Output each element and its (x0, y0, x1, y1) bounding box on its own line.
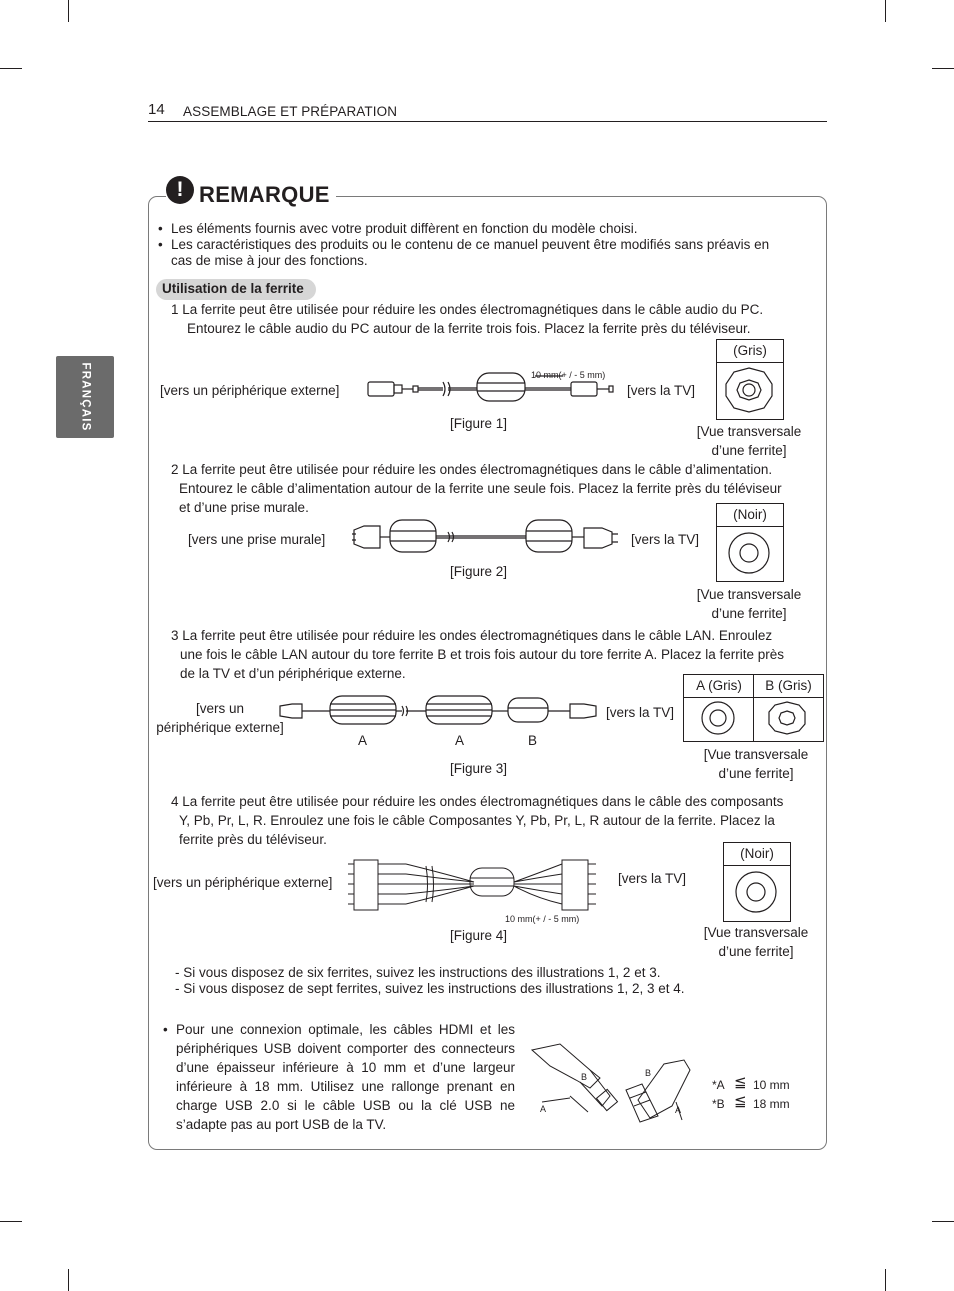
fig3-right-label: [vers la TV] (606, 705, 675, 720)
ferrite-note-2: - Si vous disposez de sept ferrites, suivez les instructions des illustrations 1, 2, 3 et 4. (175, 981, 685, 996)
fig3-left-label-2: périphérique externe] (156, 720, 284, 735)
step4-line2: Y, Pb, Pr, L, R. Enroulez une fois le câble Composantes Y, Pb, Pr, L, R autour de la ferrite. Placez la (179, 813, 775, 828)
crop-mark (0, 68, 22, 69)
spec-b-value: 18 mm (753, 1097, 790, 1111)
fig1-cross-caption-2: d’une ferrite] (711, 443, 787, 458)
fig4-cross-label: (Noir) (723, 842, 791, 866)
note-bullet-2: Les caractéristiques des produits ou le contenu de ce manuel peuvent être modifiés sans préavis en (171, 237, 770, 252)
fig3-marker-a2: A (455, 733, 465, 748)
fig3-marker-b: B (528, 733, 538, 748)
step1-line2: Entourez le câble audio du PC autour de la ferrite trois fois. Placez la ferrite près du téléviseur. (187, 321, 751, 336)
fig1-right-label: [vers la TV] (627, 383, 696, 398)
fig1-left-label: [vers un périphérique externe] (160, 383, 340, 398)
hdmi-label-b: B (581, 1072, 588, 1082)
ferrite-note-1: - Si vous disposez de six ferrites, suivez les instructions des illustrations 1, 2 et 3. (175, 965, 661, 980)
fig2-ferrite-cross-section (716, 526, 782, 580)
fig4-cross-caption-1: [Vue transversale (703, 925, 809, 940)
spec-a-symbol: ≦ (734, 1074, 747, 1091)
note-bullet-2-cont: cas de mise à jour des fonctions. (171, 253, 368, 268)
usb-label-a: A (675, 1105, 682, 1115)
exclamation-icon: ! (166, 176, 194, 204)
fig4-cross-caption-2: d’une ferrite] (718, 944, 794, 959)
fig3-caption: [Figure 3] (450, 761, 508, 776)
fig4-dimension: 10 mm(+ / - 5 mm) (505, 914, 580, 924)
usb-label-b: B (645, 1068, 652, 1078)
step2-line3: et d’une prise murale. (179, 500, 309, 515)
fig3-cross-caption-1: [Vue transversale (703, 747, 809, 762)
step4-line1: 4 La ferrite peut être utilisée pour réduire les ondes électromagnétiques dans le câble des composants (171, 794, 784, 809)
note-bullet-1: Les éléments fournis avec votre produit diffèrent en fonction du modèle choisi. (171, 221, 638, 236)
crop-mark (68, 1269, 69, 1291)
header-rule (148, 121, 827, 122)
crop-mark (0, 1221, 22, 1222)
crop-mark (932, 68, 954, 69)
fig2-right-label: [vers la TV] (631, 532, 700, 547)
bullet-marker: • (158, 237, 163, 252)
fig3-marker-a1: A (358, 733, 368, 748)
bullet-marker: • (158, 221, 163, 236)
hdmi-usb-text: Pour une connexion optimale, les câbles HDMI et les périphériques USB doivent comporter des connecteurs d’une épaisseur inférieure à 10 mm et d’une largeur inférieure à 18 mm. Utilisez une rallonge prenant en charge USB 2.0 si le câble USB ou la clé USB ne s’adapte pas au port USB de la TV. (176, 1022, 515, 1132)
step4-line3: ferrite près du téléviseur. (179, 832, 327, 847)
crop-mark (885, 0, 886, 22)
fig4-ferrite-cross-section (723, 865, 789, 920)
hdmi-label-a: A (540, 1104, 547, 1114)
figure1-audio-cable (365, 368, 615, 408)
fig2-cross-caption-2: d’une ferrite] (711, 606, 787, 621)
fig3-ferrite-cross-section-b (753, 697, 822, 740)
fig2-caption: [Figure 2] (450, 564, 508, 579)
figure4-component-cable (346, 854, 602, 914)
fig2-cross-label: (Noir) (716, 503, 784, 527)
fig3-cross-label-a: A (Gris) (683, 674, 755, 698)
fig3-ferrite-cross-section-a (683, 697, 753, 740)
step3-line3: de la TV et d’un périphérique externe. (180, 666, 406, 681)
crop-mark (68, 0, 69, 22)
step2-line2: Entourez le câble d’alimentation autour de la ferrite une seule fois. Placez la ferrite près du téléviseur (179, 481, 782, 496)
spec-a-label: *A (712, 1078, 725, 1092)
fig2-left-label: [vers une prise murale] (188, 532, 326, 547)
fig1-cross-caption-1: [Vue transversale (696, 424, 802, 439)
section-title: ASSEMBLAGE ET PRÉPARATION (183, 104, 398, 119)
fig1-ferrite-cross-section (716, 362, 782, 418)
fig3-left-label-1: [vers un (195, 701, 245, 716)
figure3-lan-cable (278, 690, 603, 730)
ferrite-section-title: Utilisation de la ferrite (162, 281, 304, 296)
fig3-cross-label-b: B (Gris) (753, 674, 824, 698)
crop-mark (932, 1221, 954, 1222)
figure2-power-cable (350, 514, 622, 560)
crop-mark (885, 1269, 886, 1291)
language-tab-label-wrap (56, 356, 114, 438)
step3-line1: 3 La ferrite peut être utilisée pour réduire les ondes électromagnétiques dans le câble LAN. Enroulez (171, 628, 773, 643)
step3-line2: une fois le câble LAN autour du tore ferrite B et trois fois autour du tore ferrite A. Placez la ferrite près (180, 647, 785, 662)
spec-b-symbol: ≦ (734, 1093, 747, 1110)
language-tab-label: FRANÇAIS (79, 362, 92, 432)
fig1-dimension: 10 mm(+ / - 5 mm) (531, 370, 606, 380)
spec-b-label: *B (712, 1097, 725, 1111)
spec-a-value: 10 mm (753, 1078, 790, 1092)
step2-line1: 2 La ferrite peut être utilisée pour réduire les ondes électromagnétiques dans le câble d’alimentation. (171, 462, 773, 477)
bullet-marker: • (163, 1022, 168, 1037)
note-title: REMARQUE (199, 182, 330, 207)
fig3-cross-caption-2: d’une ferrite] (718, 766, 794, 781)
fig2-cross-caption-1: [Vue transversale (696, 587, 802, 602)
page-number: 14 (148, 101, 165, 118)
step1-line1: 1 La ferrite peut être utilisée pour réduire les ondes électromagnétiques dans le câble audio du PC. (171, 302, 764, 317)
fig1-cross-label: (Gris) (716, 339, 784, 363)
fig1-caption: [Figure 1] (450, 416, 508, 431)
fig4-right-label: [vers la TV] (618, 871, 687, 886)
fig4-caption: [Figure 4] (450, 928, 508, 943)
fig4-left-label: [vers un périphérique externe] (153, 875, 333, 890)
